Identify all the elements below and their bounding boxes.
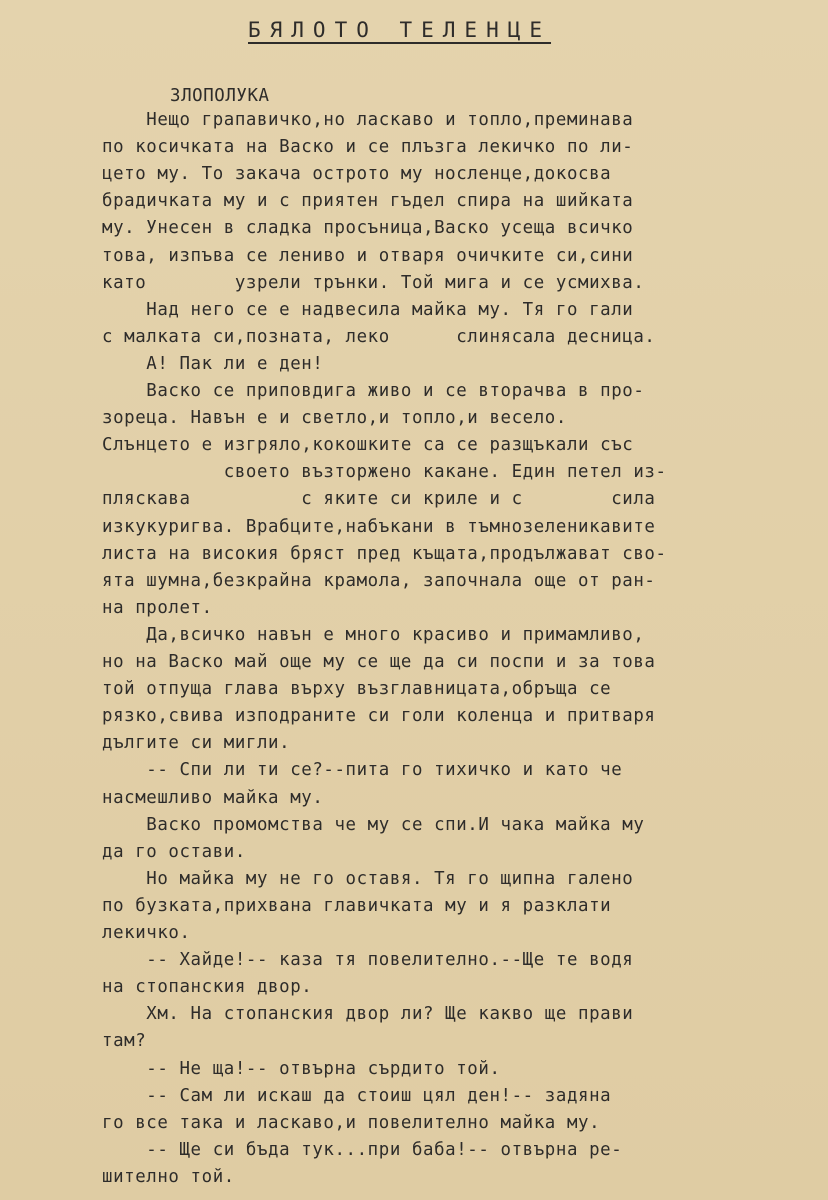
- text-line: -- Не ща!-- отвърна сърдито той.: [102, 1058, 501, 1079]
- text-line: на стопанския двор.: [102, 977, 313, 998]
- text-line: Васко се приповдига живо и се вторачва в про-: [102, 381, 645, 401]
- text-line: Нещо грапавичко,но ласкаво и топло,преминава: [102, 110, 634, 130]
- text-line: -- Ще си бъда тук...при баба!-- отвърна ре-: [102, 1139, 623, 1160]
- text-line: дългите си мигли.: [102, 733, 291, 754]
- text-line: изкукуригва. Врабците,набъкани в тъмнозеленикавите: [102, 516, 656, 537]
- text-line: зореца. Навън е и светло,и топло,и весело.: [102, 408, 567, 429]
- text-line: като узрели трънки. Той мига и се усмихва.: [102, 272, 645, 293]
- text-line: това, изпъва се лениво и отваря очичките си,сини: [102, 245, 634, 266]
- text-line: шително той.: [102, 1166, 235, 1187]
- text-line: ята шумна,безкрайна крамола, започнала още от ран-: [102, 570, 656, 591]
- text-line: пляскава с яките си криле и с сила: [102, 489, 656, 510]
- text-line: Но майка му не го оставя. Тя го щипна галено: [102, 868, 634, 889]
- text-line: да го остави.: [102, 841, 246, 862]
- text-line: на пролет.: [102, 597, 213, 618]
- text-line: Да,всичко навън е много красиво и примамливо,: [102, 624, 645, 645]
- text-line: с малката си,позната, леко слинясала десница.: [102, 326, 656, 347]
- text-line: Слънцето е изгряло,кокошките са се разщъкали със: [102, 435, 634, 456]
- text-line: Над него се е надвесила майка му. Тя го гали: [102, 299, 634, 320]
- text-line: брадичката му и с приятен гъдел спира на шийката: [102, 191, 634, 212]
- text-line: но на Васко май още му се ще да си поспи и за това: [102, 652, 656, 672]
- text-line: му. Унесен в сладка просъница,Васко усеща всичко: [102, 218, 634, 239]
- text-line: лекичко.: [102, 923, 191, 943]
- text-line: -- Спи ли ти се?--пита го тихичко и като че: [102, 760, 623, 781]
- text-line: А! Пак ли е ден!: [102, 353, 324, 374]
- text-line: го все така и ласкаво,и повелително майка му.: [102, 1112, 601, 1133]
- text-line: Хм. На стопанския двор ли? Ще какво ще прави: [102, 1004, 634, 1025]
- text-line: по косичката на Васко и се плъзга лекичко по ли-: [102, 137, 634, 158]
- text-line: насмешливо майка му.: [102, 787, 324, 808]
- document-title: БЯЛОТО ТЕЛЕНЦЕ: [248, 18, 552, 42]
- chapter-heading: ЗЛОПОЛУКА: [170, 86, 270, 106]
- text-line: -- Сам ли искаш да стоиш цял ден!-- задяна: [102, 1085, 612, 1106]
- text-line: по бузката,прихвана главичката му и я разклати: [102, 895, 612, 916]
- text-line: рязко,свива изподраните си голи коленца и притваря: [102, 706, 656, 727]
- text-line: -- Хайде!-- каза тя повелително.--Ще те водя: [102, 950, 634, 971]
- text-line: той отпуща глава върху възглавницата,обръща се: [102, 679, 612, 700]
- text-line: там?: [102, 1031, 147, 1052]
- text-line: листа на високия бряст пред къщата,продължават сво-: [102, 543, 667, 564]
- text-line: цето му. То закача острото му носленце,докосва: [102, 164, 612, 185]
- text-line: Васко промомства че му се спи.И чака майка му: [102, 814, 645, 835]
- text-line: своето възторжено какане. Един петел из-: [102, 462, 667, 483]
